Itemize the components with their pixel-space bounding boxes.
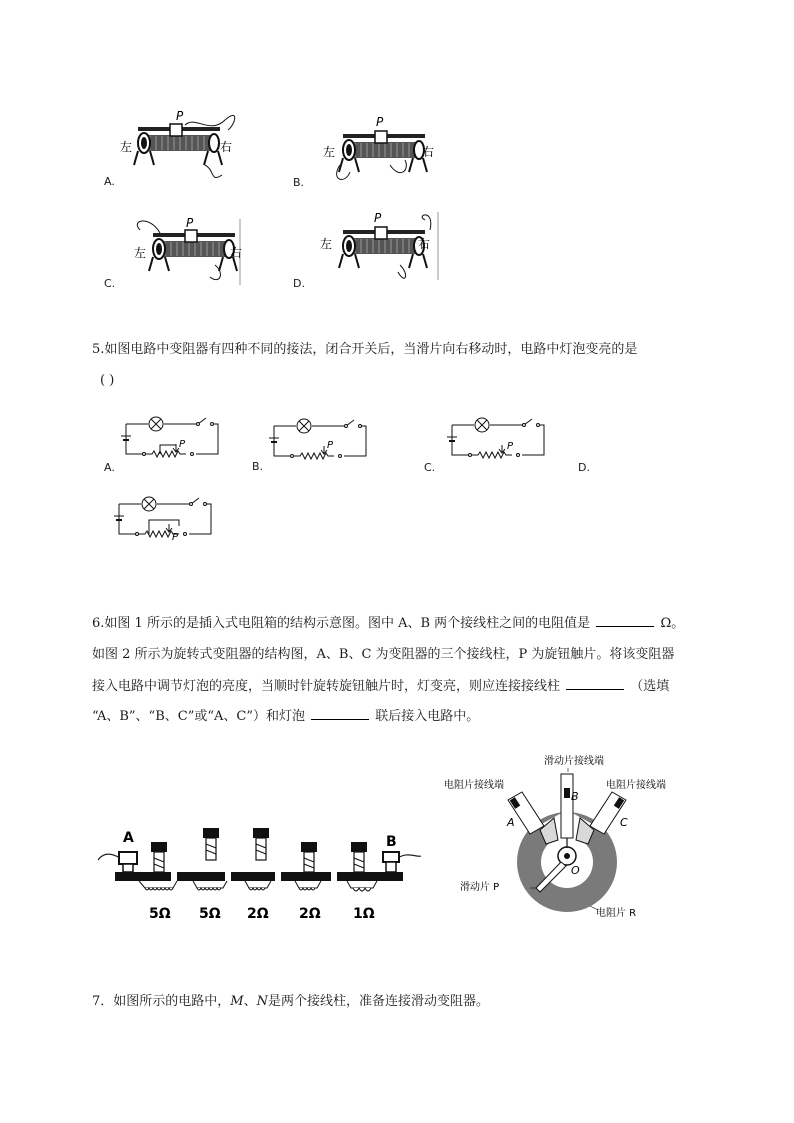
q6-blank-2[interactable]: [566, 677, 624, 690]
q7-text-start: 7．如图所示的电路中，: [92, 994, 231, 1009]
resistor-terminal-left-label: 电阻片接线端: [444, 780, 504, 791]
rheostat-diagram-b: [290, 110, 450, 195]
q6-line-1-unit: Ω。: [660, 616, 685, 631]
rotary-rheostat-diagram: [440, 748, 690, 928]
terminal-b-label: B: [386, 834, 397, 850]
circuit-diagram-d: [105, 480, 245, 555]
right-label: 右: [220, 140, 233, 154]
resistor-value: 5Ω: [199, 906, 221, 922]
slider-label: P: [179, 439, 186, 450]
slider-label: P: [374, 211, 382, 225]
q4-option-b: [290, 110, 450, 195]
circuit-diagram-a: [100, 405, 240, 475]
q6-line-1-text: 6.如图 1 所示的是插入式电阻箱的结构示意图。图中 A、B 两个接线柱之间的电阻值是: [92, 616, 591, 631]
resistor-value: 1Ω: [353, 906, 375, 922]
q4-option-a: [100, 105, 260, 190]
circuit-diagram-b: [250, 398, 390, 473]
terminal-c-label: C: [620, 816, 628, 829]
q4-options: [0, 0, 794, 300]
terminal-b-label: B: [571, 790, 579, 803]
q6-blank-3[interactable]: [311, 707, 369, 720]
slider-label: P: [376, 115, 384, 129]
circuit-diagram-c: [424, 403, 564, 475]
terminal-n: N: [256, 994, 268, 1009]
q7-question-text: [92, 993, 489, 1011]
q5-answer-paren: ( ): [100, 373, 115, 388]
slider-label: P: [186, 216, 194, 230]
rheostat-diagram-d: [290, 210, 450, 295]
resistor-value: 2Ω: [247, 906, 269, 922]
right-label: 右: [422, 145, 435, 159]
q6-line-3-text: 接入电路中调节灯泡的亮度，当顺时针旋转旋钮触片时，灯变亮，则应连接接线柱: [92, 679, 561, 694]
slider-label: P: [507, 441, 514, 452]
resistor-value: 2Ω: [299, 906, 321, 922]
q6-line-3: [92, 677, 669, 696]
option-letter[interactable]: C.: [424, 461, 436, 474]
right-label: 右: [418, 237, 431, 251]
q4-option-c: [100, 215, 260, 300]
right-label: 右: [230, 246, 243, 260]
left-label: 左: [320, 237, 333, 251]
q6-line-1: [92, 614, 684, 633]
q5-question-text: 5.如图电路中变阻器有四种不同的接法，闭合开关后，当滑片向右移动时，电路中灯泡变亮的是: [92, 342, 638, 357]
terminal-a-label: A: [507, 816, 515, 829]
slider-terminal-label: 滑动片接线端: [544, 756, 604, 767]
option-letter[interactable]: C.: [104, 277, 116, 290]
slider-label: P: [176, 109, 184, 123]
q6-line-4-text: “A、B”、“B、C”或“A、C”）和灯泡: [92, 709, 305, 724]
rotary-rheostat-figure: [440, 748, 690, 928]
left-label: 左: [134, 246, 147, 260]
left-label: 左: [323, 145, 336, 159]
q5-option-a: [100, 405, 240, 475]
pivot-o-label: O: [571, 864, 580, 877]
q5-option-c: [424, 403, 564, 475]
q7-text-end: 是两个接线柱，准备连接滑动变阻器。: [267, 994, 489, 1009]
resistance-box-figure: [95, 820, 425, 930]
q5-option-d: [105, 480, 245, 555]
q5-option-b: [250, 398, 390, 473]
rheostat-diagram-c: [100, 215, 260, 300]
q7-sep: 、: [243, 994, 257, 1009]
q6-blank-1[interactable]: [596, 614, 654, 627]
slider-p-label: 滑动片 P: [460, 882, 500, 893]
option-letter[interactable]: A.: [104, 175, 115, 188]
resistor-r-label: 电阻片 R: [596, 908, 637, 919]
q5-option-d-letter[interactable]: D.: [578, 461, 590, 474]
terminal-m: M: [230, 994, 244, 1009]
option-letter[interactable]: D.: [293, 277, 305, 290]
q6-line-4-tail: 联后接入电路中。: [375, 709, 480, 724]
option-letter[interactable]: B.: [252, 460, 264, 473]
resistor-value: 5Ω: [149, 906, 171, 922]
q6-line-4: [92, 707, 479, 726]
terminal-a-label: A: [123, 830, 134, 846]
slider-label: P: [172, 532, 179, 543]
left-label: 左: [120, 140, 133, 154]
option-letter[interactable]: A.: [104, 461, 115, 474]
option-letter[interactable]: B.: [293, 176, 305, 189]
q6-line-3-tail: （选填: [630, 679, 670, 694]
q6-line-2: 如图 2 所示为旋转式变阻器的结构图，A、B、C 为变阻器的三个接线柱，P 为旋钮触片。将该变阻器: [92, 647, 675, 662]
rheostat-diagram-a: [100, 105, 260, 190]
q4-option-d: [290, 210, 450, 295]
resistance-box-diagram: [95, 820, 425, 930]
resistor-terminal-right-label: 电阻片接线端: [606, 780, 666, 791]
slider-label: P: [327, 440, 334, 451]
